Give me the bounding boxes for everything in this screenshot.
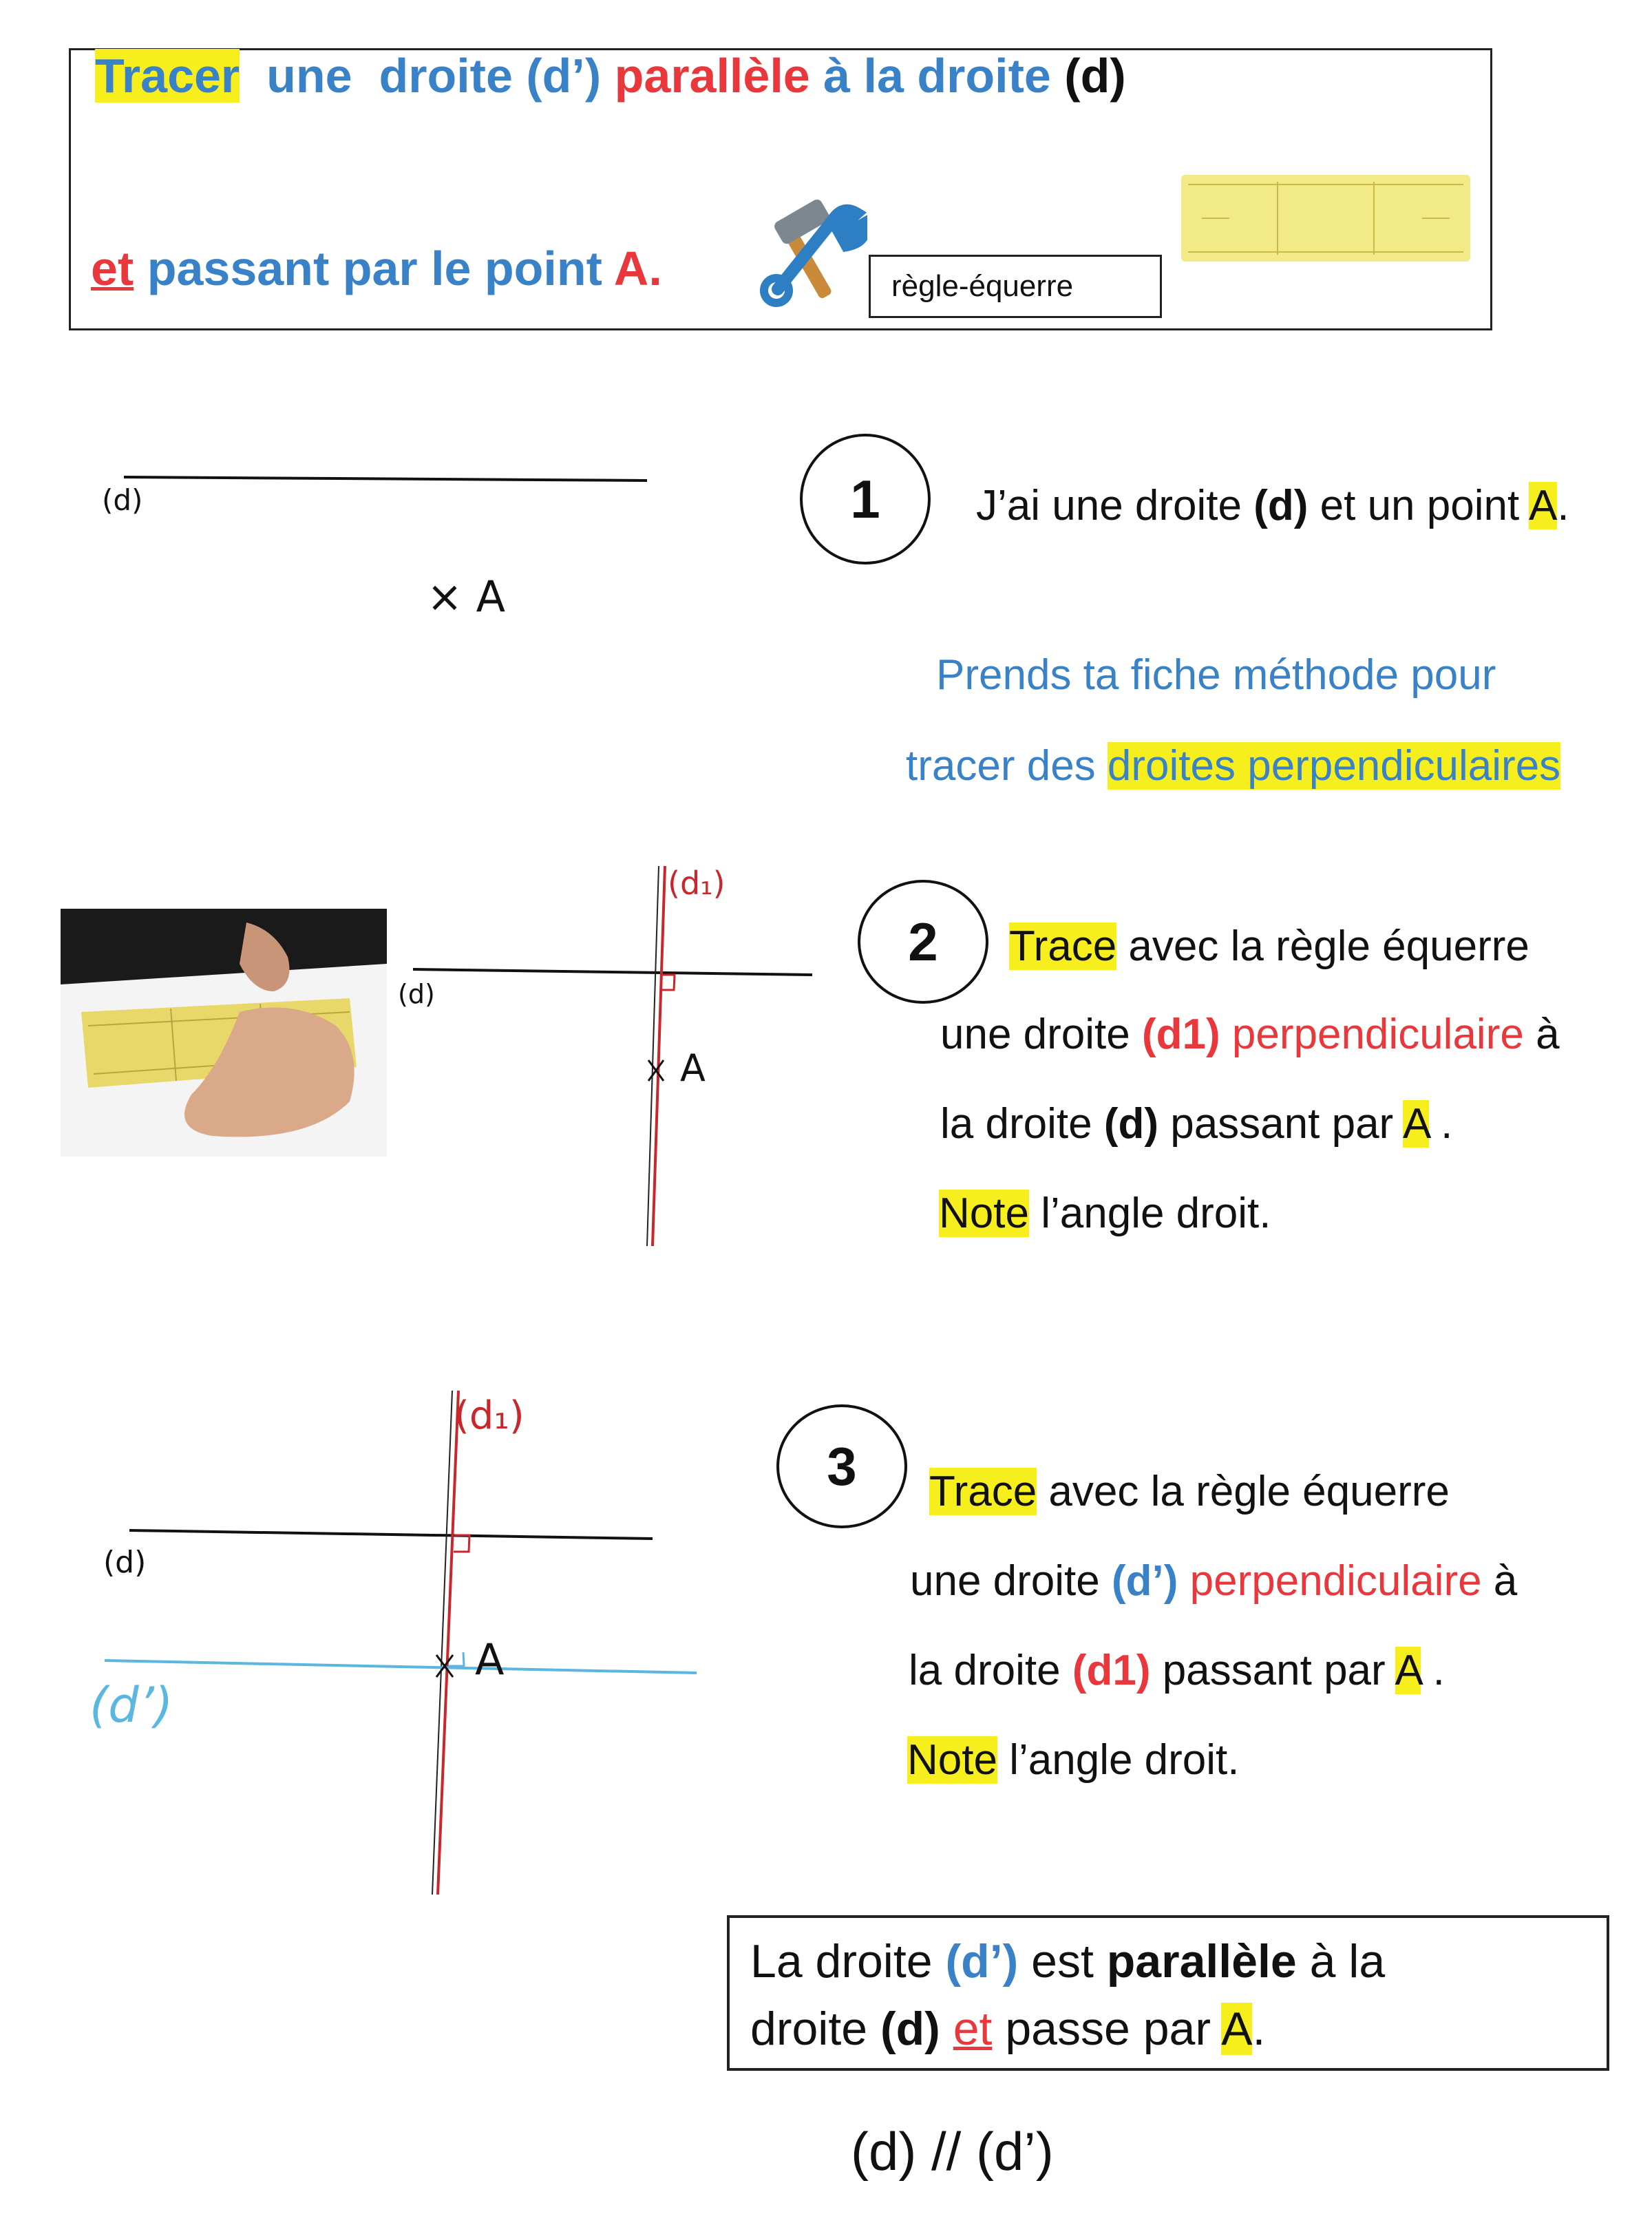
step3-trace: Trace — [929, 1468, 1037, 1515]
line-d — [413, 969, 812, 975]
tool-label: règle-équerre — [869, 255, 1162, 318]
step3-line-3 — [909, 1649, 1445, 1692]
step3-period: . — [1421, 1647, 1445, 1694]
step2-l1: avec la règle équerre — [1116, 922, 1529, 970]
line-d1 — [653, 866, 665, 1246]
step3-l4: l’angle droit. — [997, 1736, 1240, 1784]
figure3-point-a: A — [475, 1634, 505, 1685]
hint-highlight: droites perpendiculaires — [1107, 742, 1561, 790]
hint-text: tracer des — [906, 742, 1108, 790]
figure1-d-label: (d) — [102, 483, 143, 517]
step1-point-a: A — [1529, 482, 1558, 529]
step1-d: (d) — [1253, 482, 1309, 529]
figure2-d-label: (d) — [398, 979, 435, 1009]
line-dprime — [105, 1660, 697, 1673]
step2-note: Note — [939, 1190, 1029, 1237]
conclusion-line-1 — [750, 1934, 1385, 1988]
conclusion-line-2 — [750, 2002, 1265, 2056]
step2-l2a: une droite — [940, 1011, 1142, 1058]
step2-line-3 — [940, 1100, 1453, 1148]
concl-l1a: La droite — [750, 1935, 946, 1987]
step3-line-1 — [929, 1470, 1450, 1513]
parallel-notation: (d) // (d’) — [851, 2121, 1054, 2182]
concl-dprime: (d’) — [945, 1935, 1019, 1987]
concl-d: (d) — [880, 2003, 940, 2055]
figure3-d-label: (d) — [103, 1545, 147, 1580]
ruler-photo — [61, 909, 387, 1157]
step2-point-a: A — [1403, 1100, 1429, 1148]
title-line-1 — [95, 48, 1126, 103]
title-a-la-droite: à la droite — [823, 49, 1051, 103]
concl-l2a: droite — [750, 2003, 880, 2055]
step2-perpendiculaire: perpendiculaire — [1220, 1011, 1524, 1058]
concl-period: . — [1252, 2003, 1266, 2055]
right-angle-mark — [454, 1535, 469, 1552]
title-d: (d) — [1064, 49, 1126, 103]
step2-d1: (d1) — [1142, 1011, 1220, 1058]
concl-space — [940, 2003, 953, 2055]
step3-l2d: à — [1481, 1557, 1518, 1605]
step2-trace: Trace — [1009, 922, 1117, 970]
step1-text-b: et un point — [1308, 482, 1529, 529]
step3-d1: (d1) — [1072, 1647, 1151, 1694]
figure-3 — [96, 1384, 716, 1907]
step2-l3c: passant par — [1158, 1100, 1404, 1148]
figure3-dprime-label: (d’) — [89, 1677, 173, 1733]
title-word-une: une — [266, 49, 352, 103]
concl-point-a: A — [1221, 2003, 1253, 2055]
step3-point-a: A — [1395, 1647, 1421, 1694]
step3-number: 3 — [776, 1404, 907, 1528]
step2-l2d: à — [1523, 1011, 1560, 1058]
step3-l3a: la droite — [909, 1647, 1072, 1694]
step2-line-2 — [940, 1013, 1560, 1056]
title-line-2 — [91, 241, 662, 296]
title-parallele: parallèle — [614, 49, 810, 103]
step2-l3a: la droite — [940, 1100, 1104, 1148]
step1-period: . — [1557, 482, 1569, 529]
hammer-wrench-icon — [750, 193, 867, 310]
step3-l2a: une droite — [910, 1557, 1112, 1605]
hint-line-1: Prends ta fiche méthode pour — [936, 651, 1496, 699]
step2-line-1 — [1009, 922, 1529, 970]
figure2-d1-label: (d₁) — [668, 865, 726, 902]
figure-2 — [399, 854, 826, 1253]
concl-l1e: à la — [1296, 1935, 1386, 1987]
figure2-point-a: A — [680, 1046, 706, 1090]
step2-number: 2 — [858, 880, 988, 1004]
step1-number: 1 — [800, 434, 931, 565]
step3-line-2 — [910, 1557, 1518, 1605]
step3-l3c: passant par — [1150, 1647, 1395, 1694]
figure3-d1-label: (d₁) — [454, 1393, 525, 1438]
step3-l1: avec la règle équerre — [1037, 1468, 1450, 1515]
title-passant: passant par le point — [134, 242, 614, 295]
step1-text — [976, 482, 1569, 529]
title-point-a: A — [613, 242, 649, 295]
step2-period: . — [1428, 1100, 1453, 1148]
figure-1 — [96, 454, 661, 633]
step2-d: (d) — [1103, 1100, 1158, 1148]
concl-parallele: parallèle — [1106, 1935, 1297, 1987]
title-dprime: (d’) — [526, 49, 602, 103]
hint-line-2 — [906, 742, 1561, 790]
concl-l1c: est — [1018, 1935, 1107, 1987]
title-period: . — [648, 242, 662, 295]
title-word-tracer: Tracer — [95, 49, 240, 103]
step3-line-4 — [907, 1736, 1240, 1784]
step2-line-4 — [939, 1192, 1271, 1235]
concl-l2e: passe par — [992, 2003, 1222, 2055]
figure1-point-a: × A — [427, 571, 506, 622]
concl-et: et — [953, 2003, 993, 2055]
step3-note: Note — [907, 1736, 997, 1784]
title-et: et — [91, 242, 134, 295]
line-d1 — [438, 1391, 458, 1895]
ruler-image — [1181, 175, 1470, 262]
line-d — [124, 477, 647, 481]
line-d — [129, 1530, 653, 1539]
step3-perpendiculaire: perpendiculaire — [1178, 1557, 1482, 1605]
step3-dprime: (d’) — [1112, 1557, 1178, 1605]
title-word-droite: droite — [379, 49, 513, 103]
step2-l4: l’angle droit. — [1028, 1190, 1271, 1237]
step1-text-a: J’ai une droite — [976, 482, 1254, 529]
